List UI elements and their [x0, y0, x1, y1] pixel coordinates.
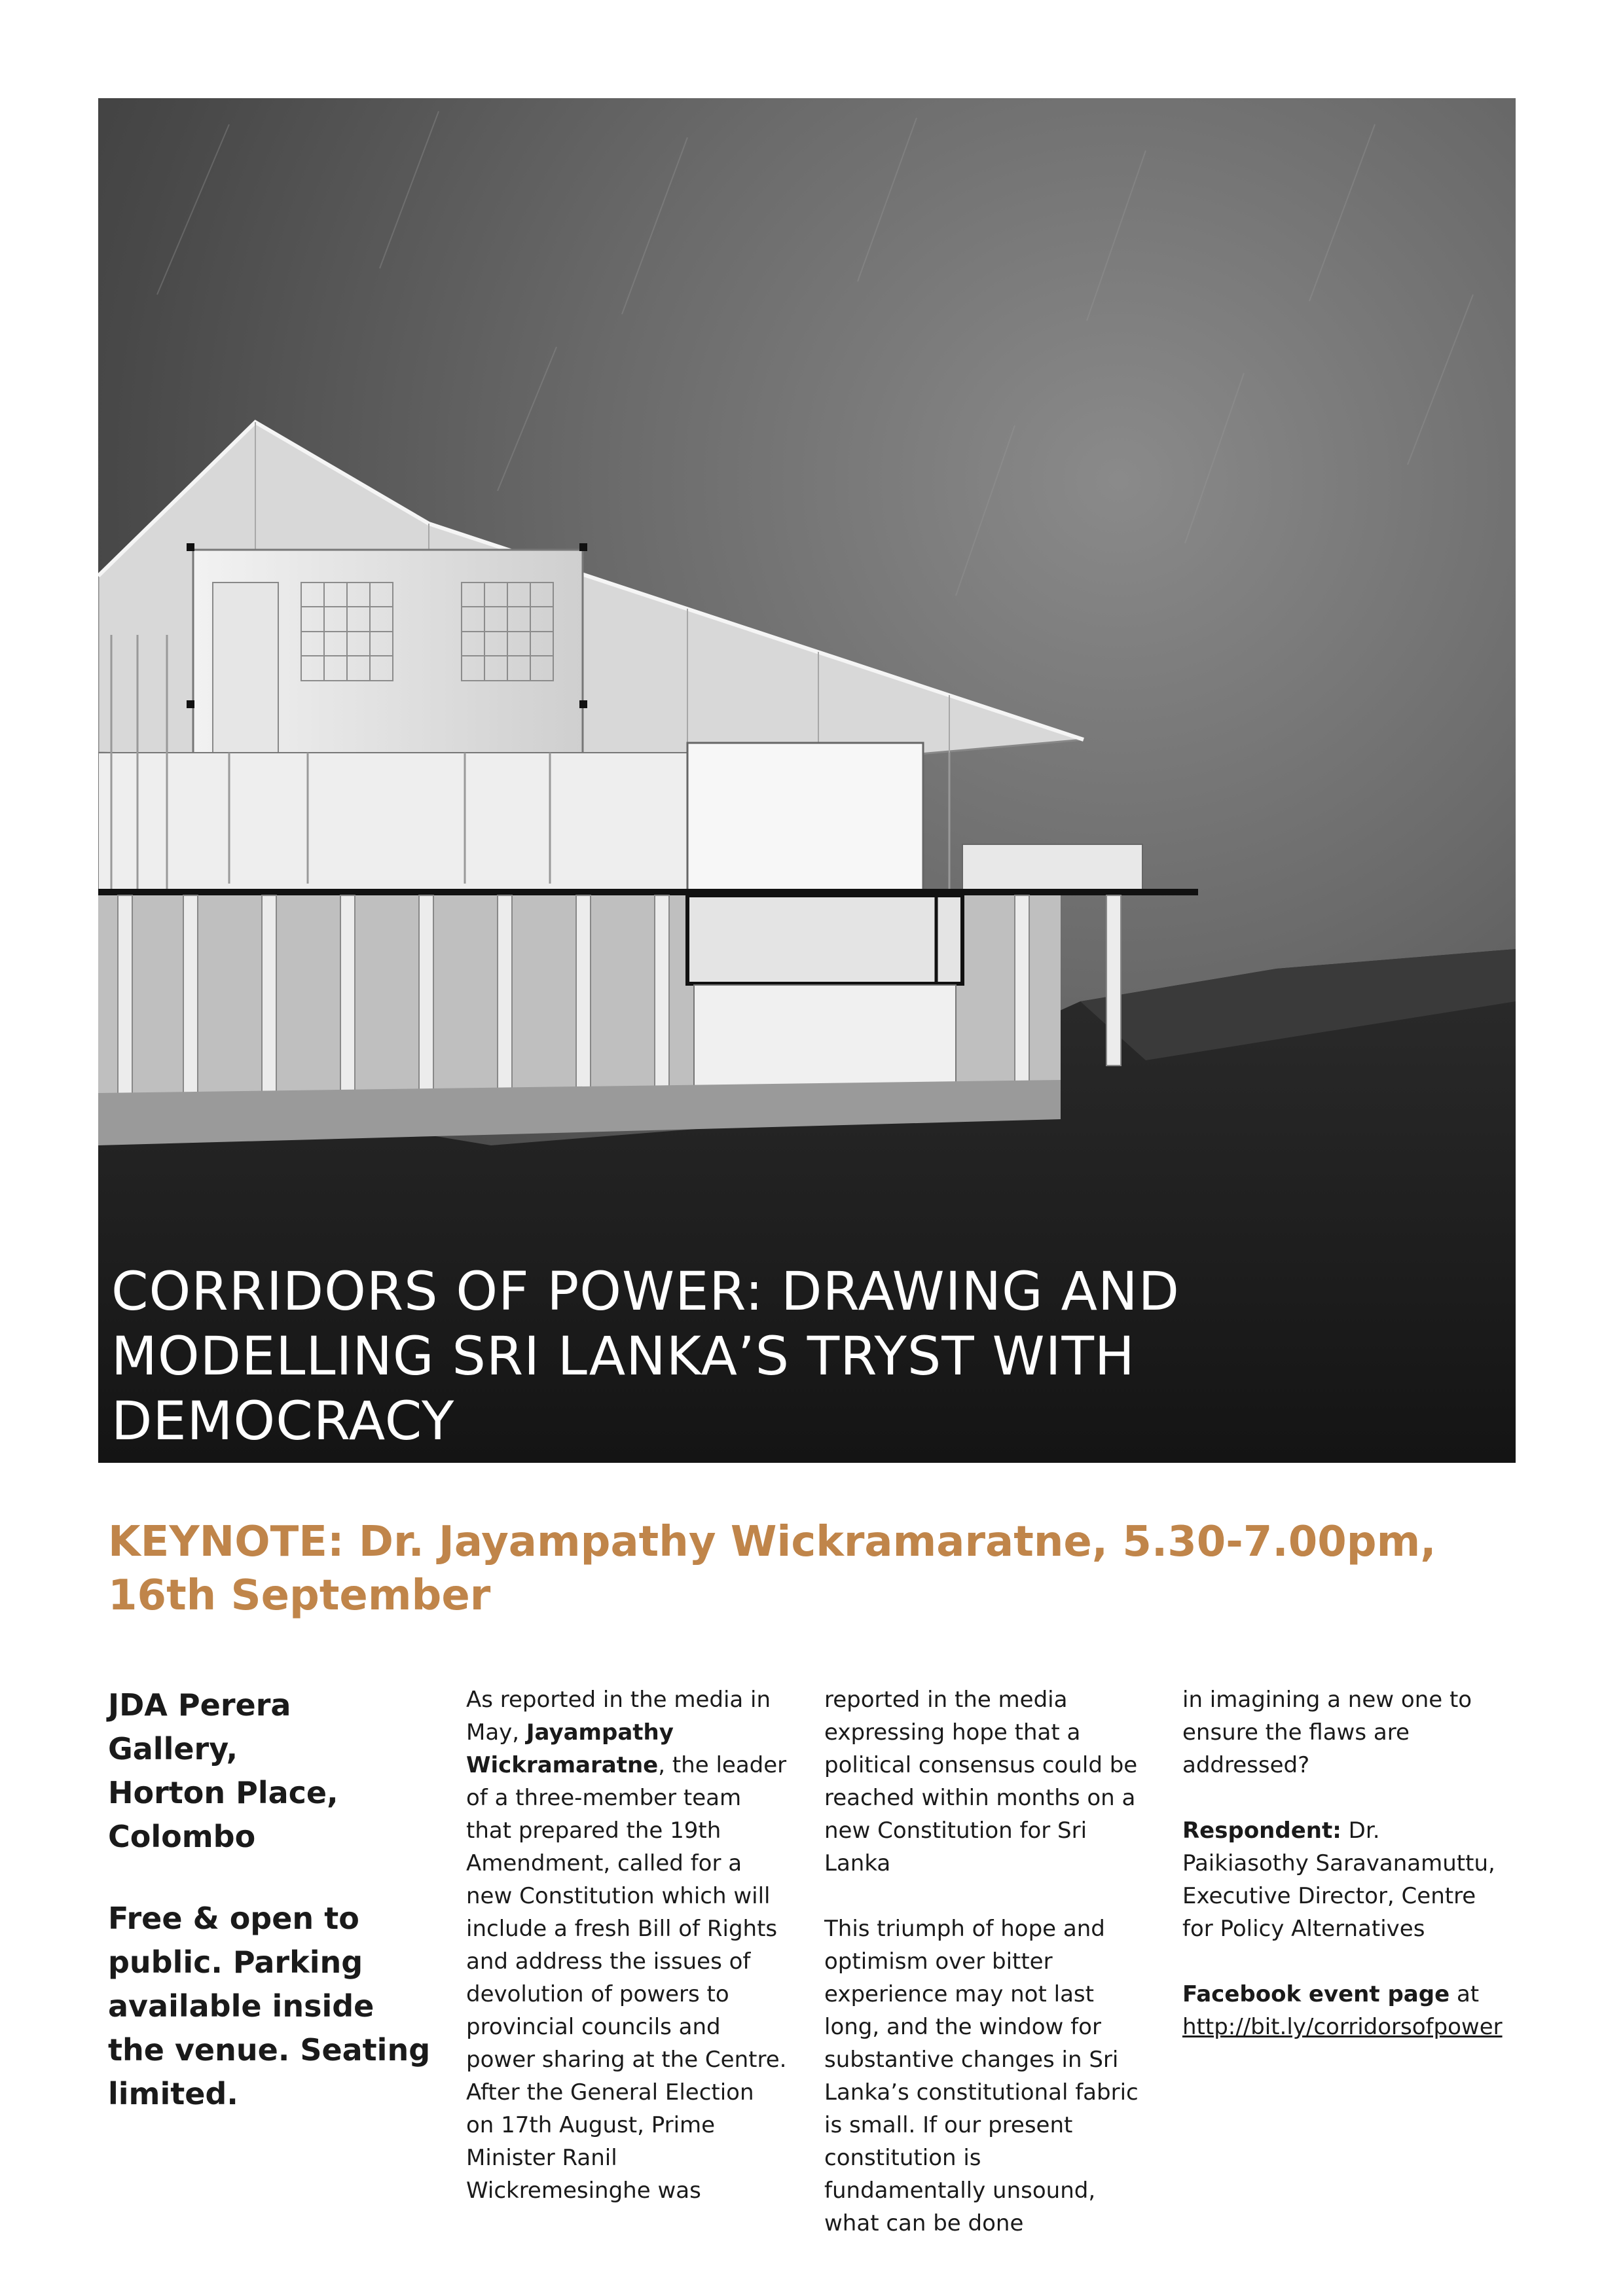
venue-line: Colombo — [108, 1819, 256, 1854]
facebook-link[interactable]: http://bit.ly/corridorsofpower — [1182, 2014, 1503, 2040]
respondent-text: Dr. Paikiasothy Saravanamuttu, Executive Director, Centre for Policy Alternatives — [1182, 1818, 1495, 1942]
admission-info: Free & open to public. Parking available inside the venue. Seating limited. — [108, 1901, 431, 2111]
architectural-section-drawing — [98, 98, 1516, 1463]
body-text: , the leader of a three-member team that prepared the 19th Amendment, called for a new Constitution which will include a fresh Bill of Rights and address the issues of devolution of powers to provincial councils and power sharing at the Centre. After the General Election on 17th August, Prime Minister Ranil Wickremesinghe was — [466, 1752, 787, 2204]
venue-line: Horton Place, — [108, 1775, 338, 1810]
floor-slab — [98, 889, 1198, 895]
respondent-paragraph — [1182, 1814, 1503, 1945]
body-column-3 — [1182, 1683, 1503, 2076]
body-paragraph: This triumph of hope and optimism over bitter experience may not last long, and the window for substantive changes in Sri Lanka’s constitutional fabric is small. If our present constitution is fundamentally unsound, what can be done — [824, 1916, 1139, 2236]
body-column-2 — [824, 1683, 1145, 2272]
speaker-name: Jayampathy Wickramaratne — [466, 1719, 674, 1778]
respondent-label: Respondent: — [1182, 1818, 1341, 1844]
body-paragraph: reported in the media expressing hope that a political consensus could be reached within months on a new Constitution for Sri Lanka — [824, 1687, 1138, 1876]
facebook-paragraph — [1182, 1978, 1503, 2043]
body-paragraph — [466, 1683, 787, 2207]
keynote-heading: KEYNOTE: Dr. Jayampathy Wickramaratne, 5.30-7.00pm, 16th September — [108, 1518, 1436, 1620]
body-column-1 — [466, 1683, 787, 2240]
hero-image — [98, 98, 1516, 1463]
facebook-label: Facebook event page — [1182, 1981, 1450, 2007]
venue-address — [108, 1683, 416, 1859]
venue-line: JDA Perera Gallery, — [108, 1687, 291, 1767]
page-title: CORRIDORS OF POWER: DRAWING AND MODELLING SRI LANKA’S TRYST WITH DEMOCRACY — [111, 1261, 1180, 1452]
body-text: As reported in the media in May, — [466, 1687, 771, 1746]
facebook-at: at — [1450, 1981, 1480, 2007]
body-paragraph: in imagining a new one to ensure the flaws are addressed? — [1182, 1687, 1472, 1778]
